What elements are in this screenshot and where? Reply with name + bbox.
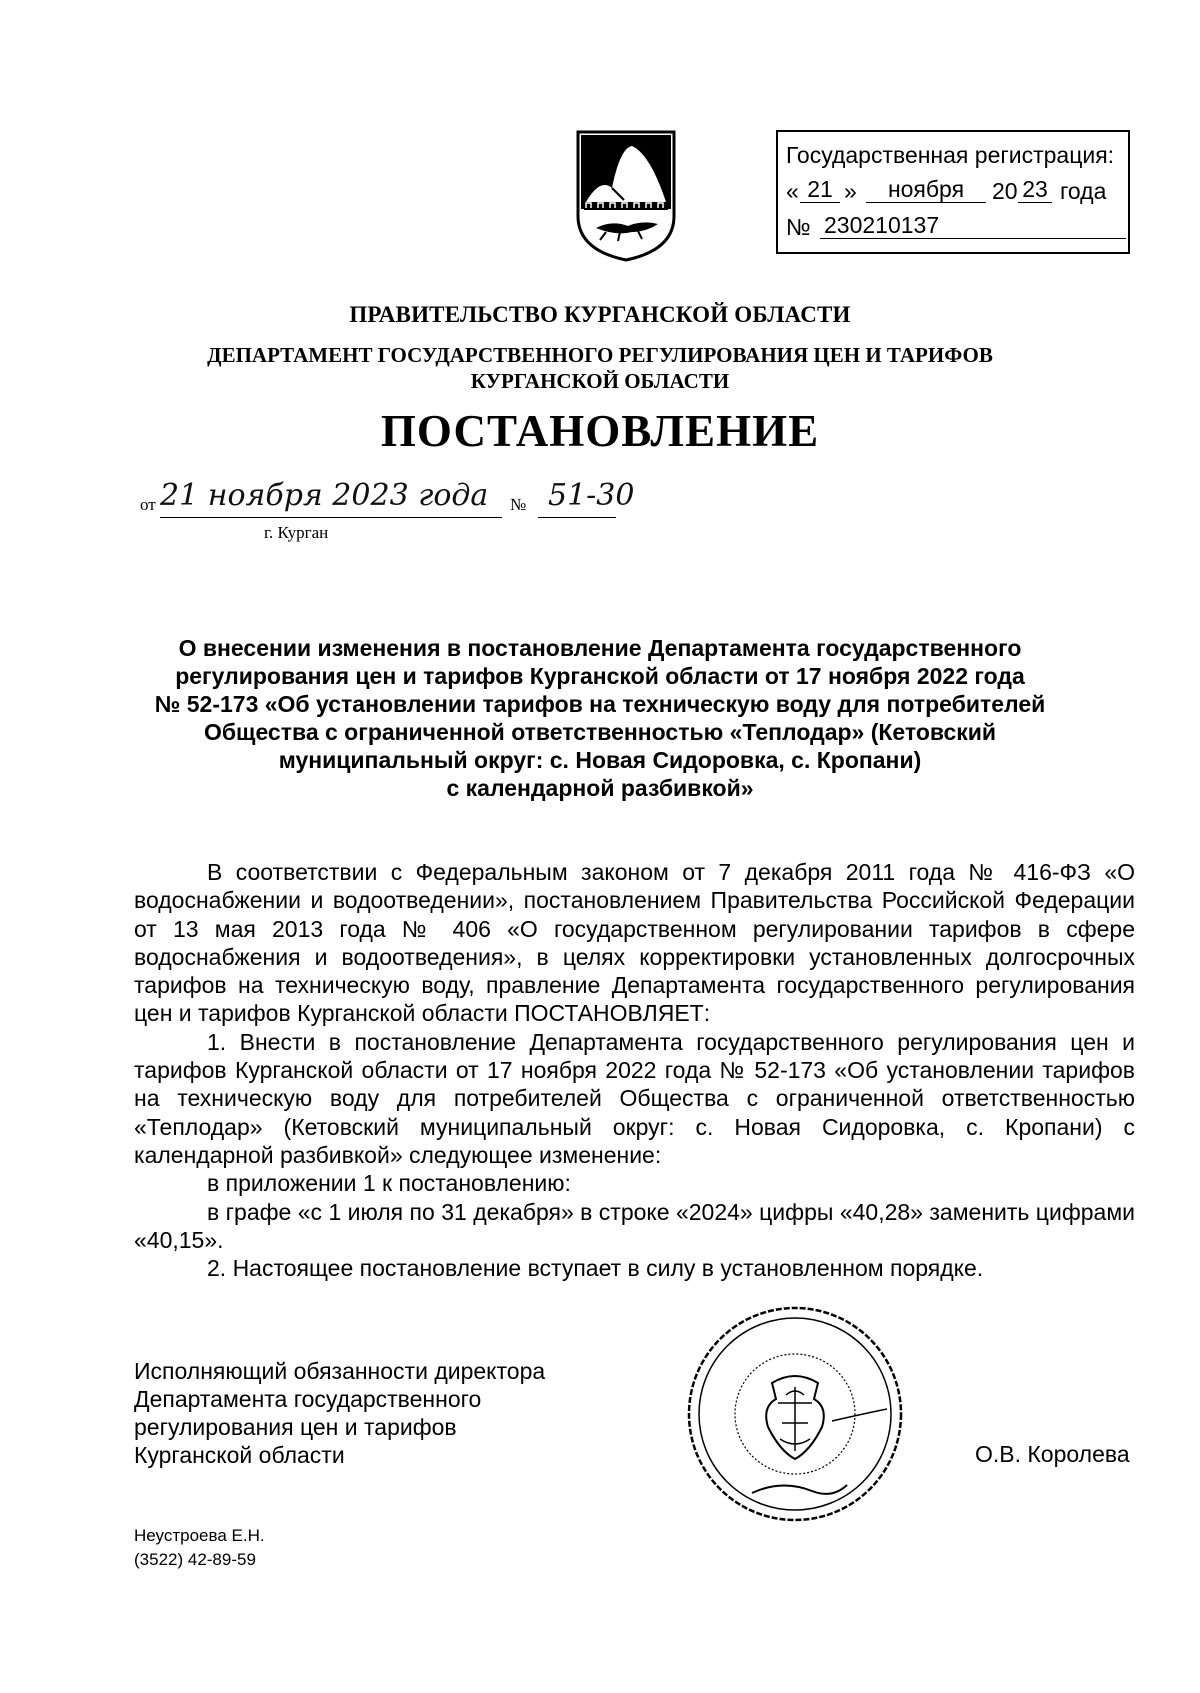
official-stamp-seal xyxy=(682,1303,908,1525)
issue-date-underline xyxy=(160,517,502,518)
title-line: О внесении изменения в постановление Департамента государственного xyxy=(178,635,1022,661)
government-heading: ПРАВИТЕЛЬСТВО КУРГАНСКОЙ ОБЛАСТИ xyxy=(349,302,851,327)
body-paragraph-change: в графе «с 1 июля по 31 декабря» в строке «2024» цифры «40,28» заменить цифрами «40,15». xyxy=(134,1198,1135,1253)
department-line-2: КУРГАНСКОЙ ОБЛАСТИ xyxy=(470,369,730,393)
body-paragraph-item-1: 1. Внести в постановление Департамента государственного регулирования цен и тарифов Курганской области от 17 ноября 2022 года № 52-173 «Об установлении тарифов на техническую воду для потребителей Общества с ограниченной ответственностью «Теплодар» (Кетовский муниципальный округ: с. Новая Сидоровка, с. Кропани) с календарной разбивкой» следующее изменение: xyxy=(134,1028,1135,1168)
registration-title: Государственная регистрация: xyxy=(786,142,1115,168)
department-heading xyxy=(0,342,1200,394)
body-paragraph-item-2: 2. Настоящее постановление вступает в силу в установленном порядке. xyxy=(207,1255,984,1282)
document-type-heading: ПОСТАНОВЛЕНИЕ xyxy=(380,406,820,456)
signer-position-line: Исполняющий обязанности директора xyxy=(134,1358,546,1384)
registration-number: 230210137 xyxy=(820,214,1126,239)
registration-year-word: года xyxy=(1060,178,1107,204)
registration-day-open: « xyxy=(786,178,799,204)
registration-number-label: № xyxy=(786,214,811,240)
issue-city: г. Курган xyxy=(264,523,329,542)
registration-day-close: » xyxy=(844,178,857,204)
signer-position-line: Курганской области xyxy=(134,1442,345,1468)
title-line: № 52-173 «Об установлении тарифов на техническую воду для потребителей xyxy=(154,691,1046,717)
issue-from-label: от xyxy=(140,495,156,514)
title-line: с календарной разбивкой» xyxy=(446,775,754,801)
title-line: муниципальный округ: с. Новая Сидоровка, с. Кропани) xyxy=(278,747,922,773)
title-line: регулирования цен и тарифов Курганской области от 17 ноября 2022 года xyxy=(175,663,1025,689)
registration-year-prefix: 20 xyxy=(992,178,1018,204)
department-line-1: ДЕПАРТАМЕНТ ГОСУДАРСТВЕННОГО РЕГУЛИРОВАНИЯ ЦЕН И ТАРИФОВ xyxy=(207,343,993,367)
body-paragraph-preamble: В соответствии с Федеральным законом от 7 декабря 2011 года № 416-ФЗ «О водоснабжении и водоотведении», постановлением Правительства Российской Федерации от 13 мая 2013 года № 406 «О государственном регулировании тарифов в сфере водоснабжения и водоотведения», в целях корректировки установленных долгосрочных тарифов на техническую воду, правление Департамента государственного регулирования цен и тарифов Курганской области ПОСТАНОВЛЯЕТ: xyxy=(134,859,1135,1027)
signer-position-line: Департамента государственного xyxy=(134,1386,482,1412)
body-paragraph-annex: в приложении 1 к постановлению: xyxy=(207,1170,571,1197)
registration-day: 21 xyxy=(800,178,840,203)
document-body xyxy=(134,858,1135,1282)
registration-year: 23 xyxy=(1018,178,1052,203)
signer-position xyxy=(134,1357,545,1469)
issue-number-underline xyxy=(538,517,616,518)
document-title xyxy=(140,634,1060,802)
issue-number-label: № xyxy=(510,495,527,514)
issue-number-handwritten: 51-30 xyxy=(548,478,635,513)
coat-of-arms-emblem xyxy=(572,128,680,263)
registration-month: ноября xyxy=(866,178,986,203)
signer-name: О.В. Королева xyxy=(975,1441,1130,1467)
title-line: Общества с ограниченной ответственностью «Теплодар» (Кетовский xyxy=(203,719,997,745)
executor-phone: (3522) 42-89-59 xyxy=(134,1550,256,1569)
executor-name: Неустроева Е.Н. xyxy=(134,1526,265,1545)
registration-box xyxy=(776,130,1130,254)
signer-position-line: регулирования цен и тарифов xyxy=(134,1414,457,1440)
executor-info xyxy=(134,1524,265,1572)
issue-date-handwritten: 21 ноября 2023 года xyxy=(160,478,489,513)
